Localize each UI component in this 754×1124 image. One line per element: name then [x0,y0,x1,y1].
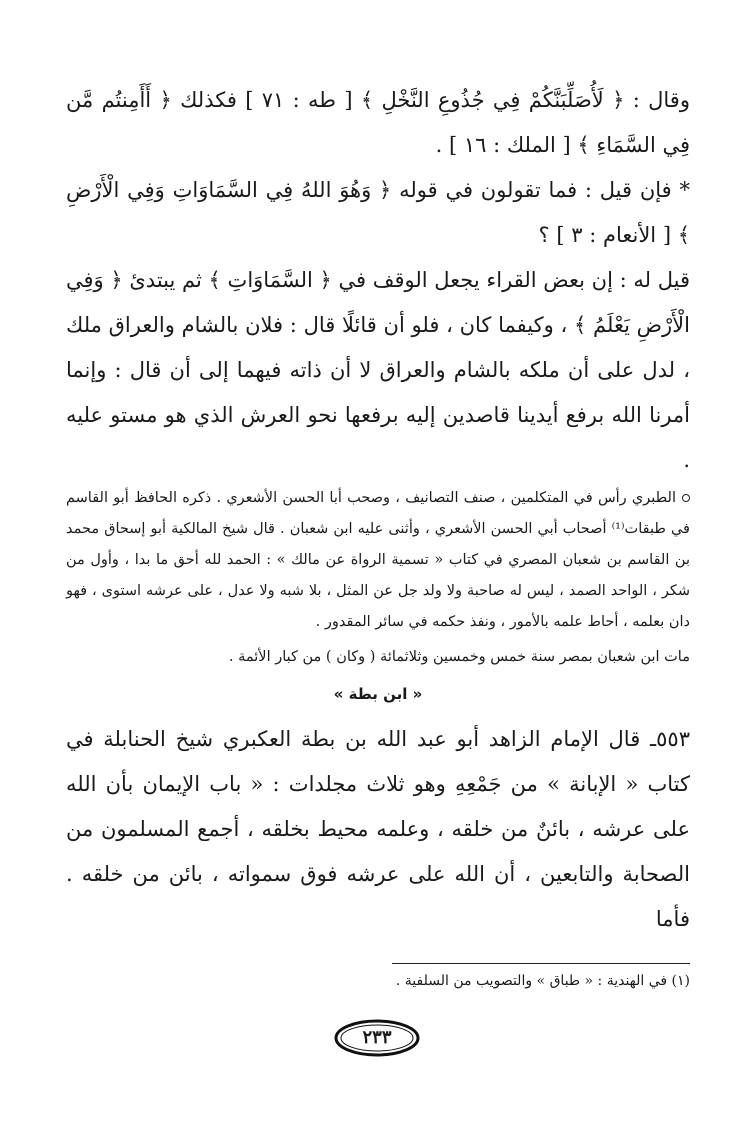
note-paragraph-1 [66,483,690,638]
note-text-1: الطبري رأس في المتكلمين ، صنف التصانيف ، وصحب أبا الحسن الأشعري . ذكره الحافظ أبو القاسم في طبقات⁽¹⁾ أصحاب أبي الحسن الأشعري ، وأثنى عليه ابن شعبان . قال شيخ المالكية أبو إسحاق محمد بن القاسم بن شعبان المصري في كتاب « تسمية الرواة عن مالك » : الحمد لله أحق ما بدا ، وأول من شكر ، الواحد الصمد ، ليس له صاحبة ولا ولد جل عن المثل ، بلا شبه ولا عدل ، على عرشه استوى ، فهو دان بعلمه ، أحاط علمه بالأمور ، ونفذ حكمه في سائر المقدور . [66,490,690,630]
page-number-badge [333,1018,421,1058]
paragraph-3: قيل له : إن بعض القراء يجعل الوقف في ﴿ السَّمَاوَاتِ ﴾ ثم يبتدئ ﴿ وَفِي الْأَرْضِ يَعْلَمُ ﴾ ، وكيفما كان ، فلو أن قائلًا قال : فلان بالشام والعراق ملك ، لدل على أن ملكه بالشام والعراق لا أن ذاته فيهما إلى أن قال : وإنما أمرنا الله برفع أيدينا قاصدين إليه برفعها نحو العرش الذي هو مستو عليه . [66,268,690,472]
page-body [66,78,690,942]
section-paragraph: ٥٥٣ـ قال الإمام الزاهد أبو عبد الله بن بطة العكبري شيخ الحنابلة في كتاب « الإبانة » من جَمْعِهِ وهو ثلاث مجلدات : « باب الإيمان بأن الله على عرشه ، بائنٌ من خلقه ، وعلمه محيط بخلقه ، أجمع المسلمون من الصحابة والتابعين ، أن الله على عرشه فوق سمواته ، بائن من خلقه . فأما [66,727,690,931]
note-paragraph-2: مات ابن شعبان بمصر سنة خمس وخمسين وثلاثمائة ( وكان ) من كبار الأئمة . [228,649,690,665]
paragraph-2: * فإن قيل : فما تقولون في قوله ﴿ وَهُوَ اللهُ فِي السَّمَاوَاتِ وَفِي الْأَرْضِ ﴾ [ الأنعام : ٣ ] ؟ [66,178,690,247]
page-number: ٢٣٣ [362,1027,392,1048]
paragraph-1: وقال : ﴿ لَأُصَلِّبَنَّكُمْ فِي جُذُوعِ النَّخْلِ ﴾ [ طه : ٧١ ] فكذلك ﴿ أَأَمِنتُم مَّن فِي السَّمَاءِ ﴾ [ الملك : ١٦ ] . [66,88,690,157]
footnote: (١) في الهندية : « طباق » والتصويب من السلفية . [395,973,690,989]
bullet-circle-icon [682,494,690,502]
footnote-divider [392,963,690,964]
section-heading: « ابن بطة » [333,685,423,703]
